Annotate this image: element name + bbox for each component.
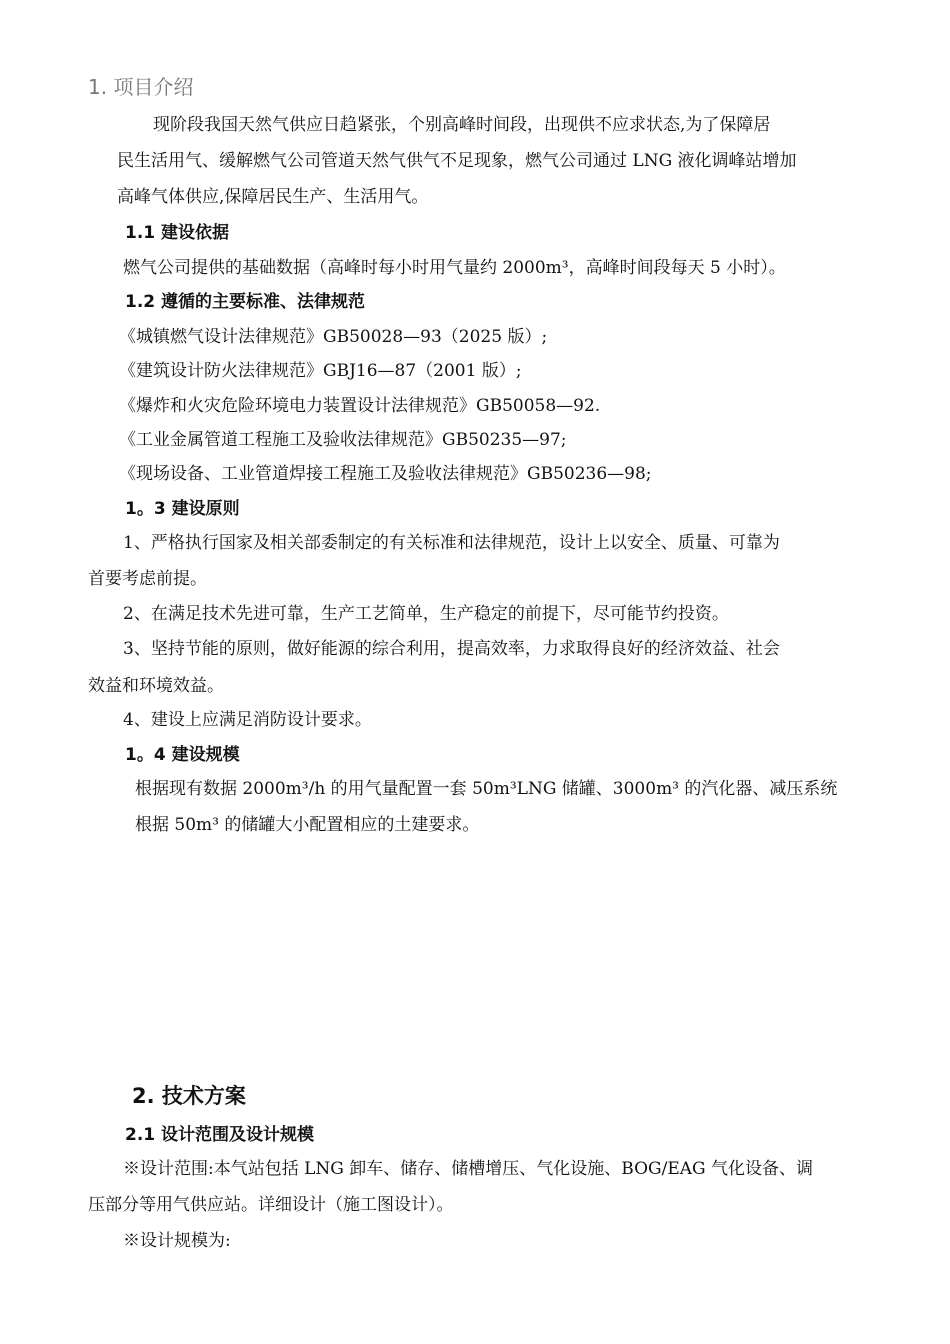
section-2-title: 2. 技术方案 [132, 1084, 246, 1108]
standard-item: 《爆炸和火灾危险环境电力装置设计法律规范》GB50058—92. [119, 396, 601, 416]
intro-line-3: 高峰气体供应,保障居民生产、生活用气。 [117, 187, 429, 207]
principle-line: 3、坚持节能的原则，做好能源的综合利用，提高效率，力求取得良好的经济效益、社会 [123, 639, 780, 659]
principle-line: 4、建设上应满足消防设计要求。 [123, 710, 372, 730]
standard-item: 《现场设备、工业管道焊接工程施工及验收法律规范》GB50236—98; [119, 464, 652, 484]
principle-line: 首要考虑前提。 [88, 569, 207, 589]
standard-item: 《城镇燃气设计法律规范》GB50028—93（2025 版）; [119, 327, 548, 347]
subsection-2-1-title: 2.1 设计范围及设计规模 [125, 1125, 315, 1145]
principle-line: 2、在满足技术先进可靠，生产工艺简单，生产稳定的前提下，尽可能节约投资。 [123, 604, 729, 624]
intro-line-2: 民生活用气、缓解燃气公司管道天然气供气不足现象，燃气公司通过 LNG 液化调峰站增加 [117, 151, 797, 171]
scale-line: 根据 50m³ 的储罐大小配置相应的土建要求。 [135, 815, 480, 835]
principle-line: 效益和环境效益。 [88, 676, 224, 696]
section-1-title: 1. 项目介绍 [88, 75, 194, 99]
subsection-1-4-title: 1。4 建设规模 [125, 745, 240, 765]
design-line: 压部分等用气供应站。详细设计（施工图设计）。 [88, 1195, 454, 1215]
standard-item: 《建筑设计防火法律规范》GBJ16—87（2001 版）; [119, 361, 522, 381]
design-line: ※设计范围:本气站包括 LNG 卸车、储存、储槽增压、气化设施、BOG/EAG 气化设备、调 [123, 1159, 814, 1179]
subsection-1-3-title: 1。3 建设原则 [125, 499, 240, 519]
subsection-1-2-title: 1.2 遵循的主要标准、法律规范 [125, 292, 366, 312]
intro-line-1: 现阶段我国天然气供应日趋紧张，个别高峰时间段，出现供不应求状态,为了保障居 [153, 115, 771, 135]
subsection-1-1-title: 1.1 建设依据 [125, 223, 230, 243]
subsection-1-1-text: 燃气公司提供的基础数据（高峰时每小时用气量约 2000m³，高峰时间段每天 5 小时）。 [123, 258, 786, 278]
principle-line: 1、严格执行国家及相关部委制定的有关标准和法律规范，设计上以安全、质量、可靠为 [123, 533, 780, 553]
scale-line: 根据现有数据 2000m³/h 的用气量配置一套 50m³LNG 储罐、3000m³ 的汽化器、减压系统 [135, 779, 838, 799]
design-line: ※设计规模为: [123, 1231, 231, 1251]
standard-item: 《工业金属管道工程施工及验收法律规范》GB50235—97; [119, 430, 567, 450]
